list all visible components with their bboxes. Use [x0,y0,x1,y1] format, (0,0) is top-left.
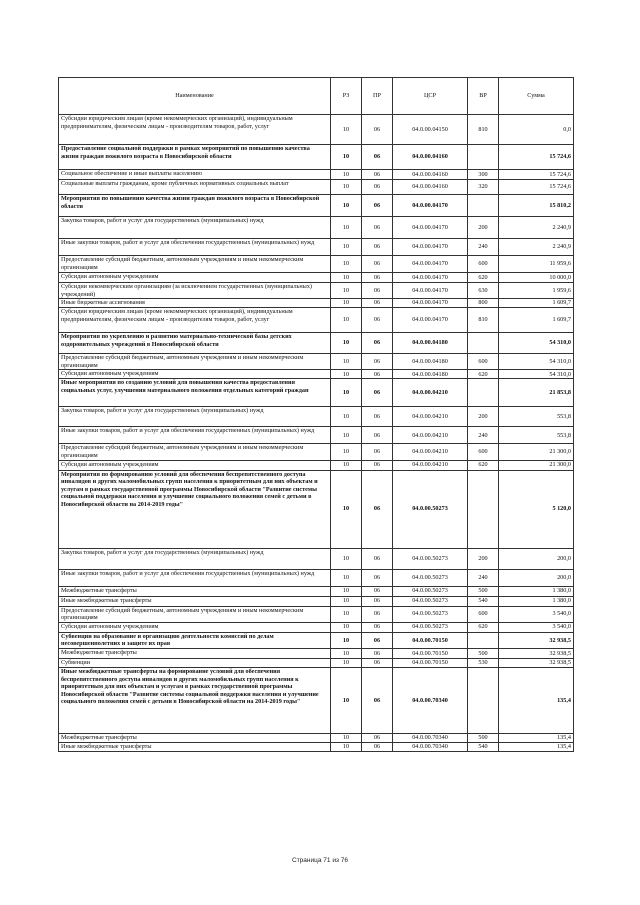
cell-csr: 04.0.00.04170 [393,239,468,256]
cell-csr: 04.0.00.70150 [393,648,468,658]
cell-sum: 54 310,0 [499,370,574,379]
cell-rz: 10 [331,333,362,354]
cell-csr: 04.0.00.04160 [393,180,468,195]
cell-rz: 10 [331,742,362,751]
cell-csr: 04.0.00.50273 [393,569,468,586]
cell-pr: 06 [362,239,393,256]
cell-rz: 10 [331,256,362,273]
cell-csr: 04.0.00.70340 [393,742,468,751]
cell-sum: 21 300,0 [499,460,574,470]
cell-vr: 630 [468,283,499,299]
cell-vr: 300 [468,170,499,180]
table-row [59,622,574,632]
cell-vr [468,632,499,648]
cell-csr: 04.0.00.04170 [393,256,468,273]
cell-pr: 06 [362,308,393,333]
cell-csr: 04.0.00.50273 [393,596,468,606]
cell-vr: 620 [468,273,499,283]
cell-name: Субсидии юридическим лицам (кроме некоммерческих организаций), индивидуальным предпринимателям, физическим лицам - производителям товаров, работ, услуг [59,115,331,145]
cell-vr [468,470,499,548]
table-row [59,299,574,308]
cell-sum: 200,0 [499,548,574,569]
cell-sum: 5 120,0 [499,470,574,548]
cell-pr: 06 [362,460,393,470]
header-pr: ПР [362,78,393,115]
cell-name: Субсидии некоммерческим организациям (за исключением государственных (муниципальных) учреждений) [59,283,331,299]
cell-rz: 10 [331,444,362,460]
cell-name: Субвенции [59,658,331,667]
cell-sum: 135,4 [499,742,574,751]
cell-pr: 06 [362,370,393,379]
cell-pr: 06 [362,586,393,596]
header-csr: ЦСР [393,78,468,115]
cell-sum: 54 310,0 [499,333,574,354]
cell-rz: 10 [331,569,362,586]
table-row [59,239,574,256]
cell-csr: 04.0.00.50273 [393,586,468,596]
cell-sum: 200,0 [499,569,574,586]
cell-vr: 500 [468,733,499,742]
cell-rz: 10 [331,354,362,370]
cell-name: Субсидии автономным учреждениям [59,370,331,379]
cell-pr: 06 [362,444,393,460]
header-name: Наименование [59,78,331,115]
cell-pr: 06 [362,195,393,217]
table-row [59,370,574,379]
cell-csr: 04.0.00.50273 [393,606,468,622]
table-row [59,180,574,195]
cell-name: Иные межбюджетные трансферты [59,596,331,606]
cell-pr: 06 [362,733,393,742]
cell-sum: 15 724,6 [499,180,574,195]
cell-name: Предоставление социальной поддержки в рамках мероприятий по повышению качества жизни граждан пожилого возраста в Новосибирской области [59,145,331,170]
cell-vr: 620 [468,622,499,632]
cell-sum: 32 938,5 [499,632,574,648]
cell-vr [468,195,499,217]
cell-name: Предоставление субсидий бюджетным, автономным учреждениям и иным некоммерческим организациям [59,256,331,273]
cell-name: Мероприятия по повышению качества жизни граждан пожилого возраста в Новосибирской области [59,195,331,217]
cell-pr: 06 [362,256,393,273]
cell-sum: 10 000,0 [499,273,574,283]
budget-table [58,77,574,752]
cell-vr: 240 [468,427,499,444]
cell-pr: 06 [362,622,393,632]
cell-vr: 240 [468,239,499,256]
cell-pr: 06 [362,354,393,370]
cell-pr: 06 [362,217,393,239]
cell-vr [468,333,499,354]
cell-csr: 04.0.00.70150 [393,658,468,667]
cell-rz: 10 [331,586,362,596]
cell-pr: 06 [362,273,393,283]
cell-pr: 06 [362,299,393,308]
cell-csr: 04.0.00.04210 [393,427,468,444]
cell-name: Межбюджетные трансферты [59,648,331,658]
cell-csr: 04.0.00.04170 [393,299,468,308]
table-row [59,444,574,460]
cell-pr: 06 [362,180,393,195]
table-row [59,460,574,470]
cell-rz: 10 [331,299,362,308]
cell-vr [468,667,499,733]
cell-vr: 810 [468,308,499,333]
cell-csr: 04.0.00.50273 [393,622,468,632]
cell-rz: 10 [331,460,362,470]
cell-pr: 06 [362,632,393,648]
cell-pr: 06 [362,658,393,667]
cell-pr: 06 [362,596,393,606]
table-row [59,596,574,606]
cell-sum: 553,8 [499,427,574,444]
cell-vr [468,145,499,170]
cell-name: Иные закупки товаров, работ и услуг для обеспечения государственных (муниципальных) нужд [59,239,331,256]
table-row [59,256,574,273]
cell-pr: 06 [362,170,393,180]
cell-sum: 2 240,9 [499,217,574,239]
cell-sum: 21 853,8 [499,379,574,407]
cell-rz: 10 [331,658,362,667]
cell-pr: 06 [362,115,393,145]
cell-vr: 500 [468,648,499,658]
cell-name: Субсидии юридическим лицам (кроме некоммерческих организаций), индивидуальным предпринимателям, физическим лицам - производителям товаров, работ, услуг [59,308,331,333]
table-row [59,586,574,596]
cell-sum: 11 959,6 [499,256,574,273]
cell-pr: 06 [362,606,393,622]
cell-vr: 200 [468,407,499,427]
cell-name: Закупка товаров, работ и услуг для государственных (муниципальных) нужд [59,217,331,239]
cell-sum: 1 959,6 [499,283,574,299]
cell-name: Иные межбюджетные трансферты [59,742,331,751]
cell-name: Предоставление субсидий бюджетным, автономным учреждениям и иным некоммерческим организациям [59,354,331,370]
cell-name: Субсидии автономным учреждениям [59,460,331,470]
cell-rz: 10 [331,470,362,548]
cell-rz: 10 [331,370,362,379]
cell-sum: 0,0 [499,115,574,145]
table-row [59,354,574,370]
cell-vr: 240 [468,569,499,586]
cell-vr: 620 [468,370,499,379]
table-row [59,115,574,145]
cell-csr: 04.0.00.04180 [393,370,468,379]
cell-rz: 10 [331,648,362,658]
cell-rz: 10 [331,548,362,569]
cell-rz: 10 [331,273,362,283]
cell-name: Закупка товаров, работ и услуг для государственных (муниципальных) нужд [59,407,331,427]
cell-rz: 10 [331,379,362,407]
table-row [59,379,574,407]
cell-vr [468,379,499,407]
cell-rz: 10 [331,427,362,444]
cell-name: Иные закупки товаров, работ и услуг для обеспечения государственных (муниципальных) нужд [59,569,331,586]
cell-sum: 32 938,5 [499,648,574,658]
cell-name: Субсидии автономным учреждениям [59,622,331,632]
cell-rz: 10 [331,217,362,239]
cell-vr: 600 [468,354,499,370]
cell-csr: 04.0.00.04160 [393,145,468,170]
cell-rz: 10 [331,308,362,333]
cell-rz: 10 [331,115,362,145]
cell-pr: 06 [362,667,393,733]
cell-vr: 500 [468,586,499,596]
cell-vr: 200 [468,548,499,569]
cell-name: Субвенции на образование и организацию деятельности комиссий по делам несовершеннолетних и защите их прав [59,632,331,648]
cell-pr: 06 [362,333,393,354]
cell-csr: 04.0.00.04210 [393,444,468,460]
cell-vr: 540 [468,742,499,751]
cell-csr: 04.0.00.50273 [393,470,468,548]
cell-pr: 06 [362,145,393,170]
cell-sum: 15 810,2 [499,195,574,217]
cell-vr: 600 [468,444,499,460]
cell-csr: 04.0.00.04170 [393,308,468,333]
cell-rz: 10 [331,632,362,648]
cell-sum: 3 540,0 [499,606,574,622]
table-row [59,632,574,648]
cell-name: Межбюджетные трансферты [59,586,331,596]
table-row [59,217,574,239]
cell-csr: 04.0.00.04170 [393,273,468,283]
cell-rz: 10 [331,407,362,427]
table-row [59,667,574,733]
cell-name: Мероприятия по укреплению и развитию материально-технической базы детских оздоровительных учреждений в Новосибирской области [59,333,331,354]
cell-vr: 600 [468,256,499,273]
cell-csr: 04.0.00.04210 [393,460,468,470]
table-row [59,648,574,658]
table-row [59,658,574,667]
cell-csr: 04.0.00.04210 [393,407,468,427]
cell-sum: 2 240,9 [499,239,574,256]
table-header-row [59,78,574,115]
cell-vr: 620 [468,460,499,470]
table-row [59,273,574,283]
cell-csr: 04.0.00.04210 [393,379,468,407]
cell-pr: 06 [362,427,393,444]
cell-rz: 10 [331,733,362,742]
cell-name: Иные бюджетные ассигнования [59,299,331,308]
cell-vr: 600 [468,606,499,622]
table-row [59,170,574,180]
page-number: Страница 71 из 76 [292,857,348,864]
cell-csr: 04.0.00.04170 [393,283,468,299]
cell-csr: 04.0.00.04170 [393,217,468,239]
cell-name: Иные закупки товаров, работ и услуг для обеспечения государственных (муниципальных) нужд [59,427,331,444]
table-row [59,742,574,751]
cell-vr: 800 [468,299,499,308]
cell-pr: 06 [362,283,393,299]
cell-csr: 04.0.00.04170 [393,195,468,217]
cell-csr: 04.0.00.70150 [393,632,468,648]
cell-rz: 10 [331,239,362,256]
cell-name: Мероприятия по формированию условий для обеспечения беспрепятственного доступа инвалидов и других маломобильных групп населения к приоритетным для них объектам и услугам в рамках государственной программы Новосибирской области "Развитие системы социальной поддержки населения и улучшение социального положения семей с детьми в Новосибирской области на 2014-2019 годы" [59,470,331,548]
cell-name: Иные мероприятия по созданию условий для повышения качества предоставления социальных услуг, улучшения материального положения отдельных категорий граждан [59,379,331,407]
cell-rz: 10 [331,596,362,606]
cell-csr: 04.0.00.50273 [393,548,468,569]
cell-sum: 1 609,7 [499,299,574,308]
cell-pr: 06 [362,379,393,407]
cell-sum: 135,4 [499,733,574,742]
table-row [59,308,574,333]
table-row [59,548,574,569]
table-row [59,427,574,444]
table-row [59,733,574,742]
cell-pr: 06 [362,648,393,658]
cell-rz: 10 [331,606,362,622]
header-vr: ВР [468,78,499,115]
cell-sum: 553,8 [499,407,574,427]
header-sum: Сумма [499,78,574,115]
cell-sum: 1 380,0 [499,586,574,596]
table-row [59,195,574,217]
cell-csr: 04.0.00.04150 [393,115,468,145]
cell-name: Межбюджетные трансферты [59,733,331,742]
cell-name: Предоставление субсидий бюджетным, автономным учреждениям и иным некоммерческим организациям [59,606,331,622]
cell-vr: 320 [468,180,499,195]
cell-vr: 810 [468,115,499,145]
cell-rz: 10 [331,195,362,217]
cell-sum: 32 938,5 [499,658,574,667]
cell-pr: 06 [362,407,393,427]
cell-name: Иные межбюджетные трансферты на формирование условий для обеспечения беспрепятственного доступа инвалидов и других маломобильных групп населения к приоритетным для них объектам и услугам в рамках государственной программы Новосибирской области "Развитие системы социальной поддержки населения и улучшение социального положения семей с детьми в Новосибирской области на 2014-2019 годы" [59,667,331,733]
cell-vr: 540 [468,596,499,606]
cell-rz: 10 [331,283,362,299]
cell-rz: 10 [331,145,362,170]
cell-sum: 21 300,0 [499,444,574,460]
table-row [59,407,574,427]
cell-sum: 15 724,6 [499,145,574,170]
cell-name: Социальные выплаты гражданам, кроме публичных нормативных социальных выплат [59,180,331,195]
cell-csr: 04.0.00.04180 [393,354,468,370]
table-row [59,606,574,622]
cell-pr: 06 [362,742,393,751]
cell-pr: 06 [362,569,393,586]
header-rz: РЗ [331,78,362,115]
cell-name: Социальное обеспечение и иные выплаты населению [59,170,331,180]
cell-sum: 1 380,0 [499,596,574,606]
table-row [59,569,574,586]
table-row [59,333,574,354]
cell-csr: 04.0.00.04180 [393,333,468,354]
table-row [59,283,574,299]
cell-csr: 04.0.00.04160 [393,170,468,180]
cell-sum: 54 310,0 [499,354,574,370]
cell-rz: 10 [331,667,362,733]
cell-rz: 10 [331,622,362,632]
cell-sum: 1 609,7 [499,308,574,333]
cell-rz: 10 [331,180,362,195]
cell-pr: 06 [362,548,393,569]
cell-sum: 135,4 [499,667,574,733]
cell-csr: 04.0.00.70340 [393,733,468,742]
cell-rz: 10 [331,170,362,180]
table-row [59,145,574,170]
cell-sum: 3 540,0 [499,622,574,632]
cell-vr: 530 [468,658,499,667]
cell-name: Субсидии автономным учреждениям [59,273,331,283]
cell-vr: 200 [468,217,499,239]
cell-name: Предоставление субсидий бюджетным, автономным учреждениям и иным некоммерческим организациям [59,444,331,460]
cell-pr: 06 [362,470,393,548]
cell-csr: 04.0.00.70340 [393,667,468,733]
cell-name: Закупка товаров, работ и услуг для государственных (муниципальных) нужд [59,548,331,569]
cell-sum: 15 724,6 [499,170,574,180]
table-row [59,470,574,548]
table-body [59,115,574,752]
